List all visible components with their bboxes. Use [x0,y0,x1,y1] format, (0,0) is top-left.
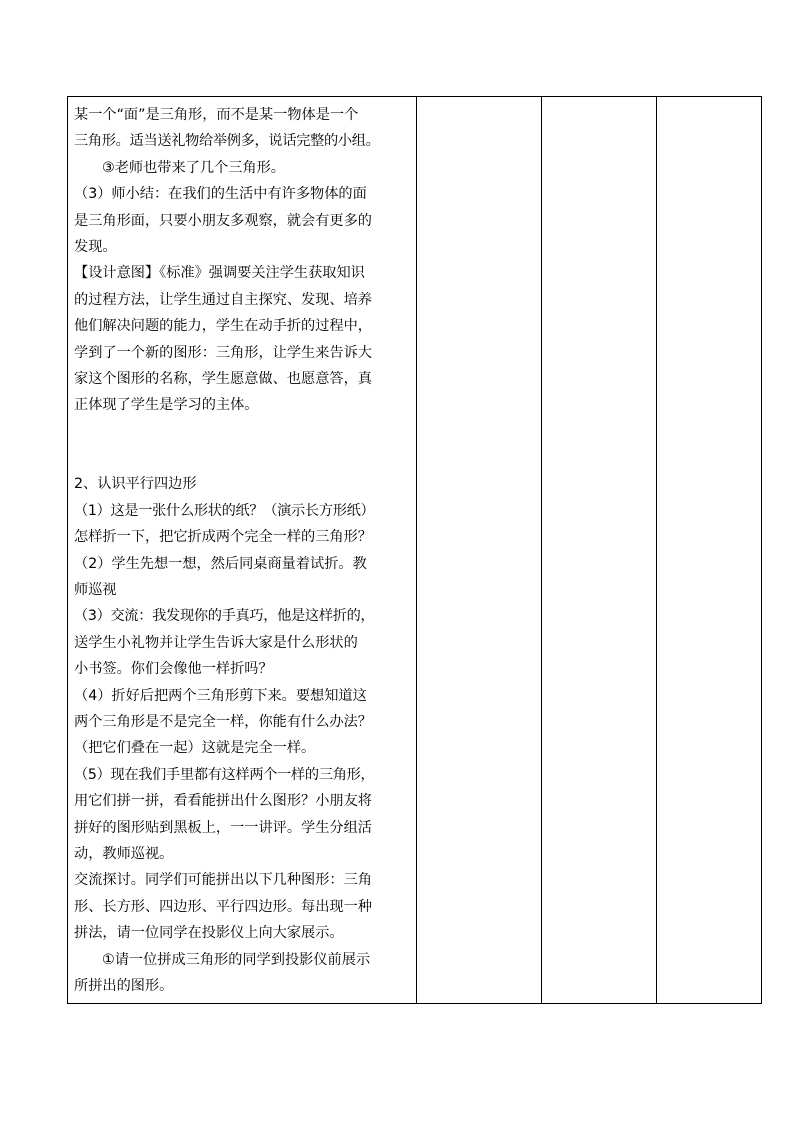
text-line: 小书签。你们会像他一样折吗？ [74,661,273,678]
text-line: 是三角形面，只要小朋友多观察，就会有更多的 [74,212,372,229]
text-line: 送学生小礼物并让学生告诉大家是什么形状的 [74,634,358,651]
lesson-plan-table [67,96,762,1004]
empty-cell [417,97,542,1004]
text-line: 动，教师巡视。 [74,845,174,862]
text-line: 拼好的图形贴到黑板上，一一讲评。学生分组活 [74,819,372,836]
empty-cell [542,97,657,1004]
text-line: 的过程方法，让学生通过自主探究、发现、培养 [74,291,372,308]
text-line: 怎样折一下，把它折成两个完全一样的三角形？ [74,529,372,546]
text-line: 正体现了学生是学习的主体。 [74,397,259,414]
empty-cell [657,97,762,1004]
text-line: （3）交流：我发现你的手真巧，他是这样折的， [74,608,375,625]
text-line: 【设计意图】《标准》强调要关注学生获取知识 [74,265,365,282]
text-line: （5）现在我们手里都有这样两个一样的三角形， [74,766,375,783]
blank-line [74,419,410,445]
text-line: 师巡视 [74,582,117,599]
section-heading: 2、认识平行四边形 [74,476,197,493]
text-line: （4）折好后把两个三角形剪下来。要想知道这 [74,687,367,704]
text-line: ①请一位拼成三角形的同学到投影仪前展示 [102,951,371,968]
text-line: 形、长方形、四边形、平行四边形。每出现一种 [74,898,372,915]
text-line: 用它们拼一拼，看看能拼出什么图形？小朋友将 [74,793,372,810]
text-line: （3）师小结：在我们的生活中有许多物体的面 [74,186,367,203]
text-line: 家这个图形的名称，学生愿意做、也愿意答，真 [74,370,372,387]
text-line: 某一个“面”是三角形，而不是某一物体是一个 [74,107,359,123]
lesson-text [68,97,416,999]
text-line: 发现。 [74,238,117,255]
text-line: （把它们叠在一起）这就是完全一样。 [74,740,316,757]
blank-line [74,445,410,471]
content-cell [68,97,417,1004]
text-line: 拼法，请一位同学在投影仪上向大家展示。 [74,925,344,942]
text-line: 他们解决问题的能力，学生在动手折的过程中， [74,318,372,335]
text-line: 所拼出的图形。 [74,977,174,994]
text-line: 交流探讨。同学们可能拼出以下几种图形：三角 [74,872,372,889]
text-line: 学到了一个新的图形：三角形，让学生来告诉大 [74,344,372,361]
table-row [68,97,762,1004]
text-line: （2）学生先想一想，然后同桌商量着试折。教 [74,555,367,572]
text-line: 三角形。适当送礼物给举例多，说话完整的小组。 [74,133,380,150]
text-line: 两个三角形是不是完全一样，你能有什么办法？ [74,713,372,730]
text-line: ③老师也带来了几个三角形。 [102,159,285,176]
text-line: （1）这是一张什么形状的纸？（演示长方形纸） [74,502,375,519]
